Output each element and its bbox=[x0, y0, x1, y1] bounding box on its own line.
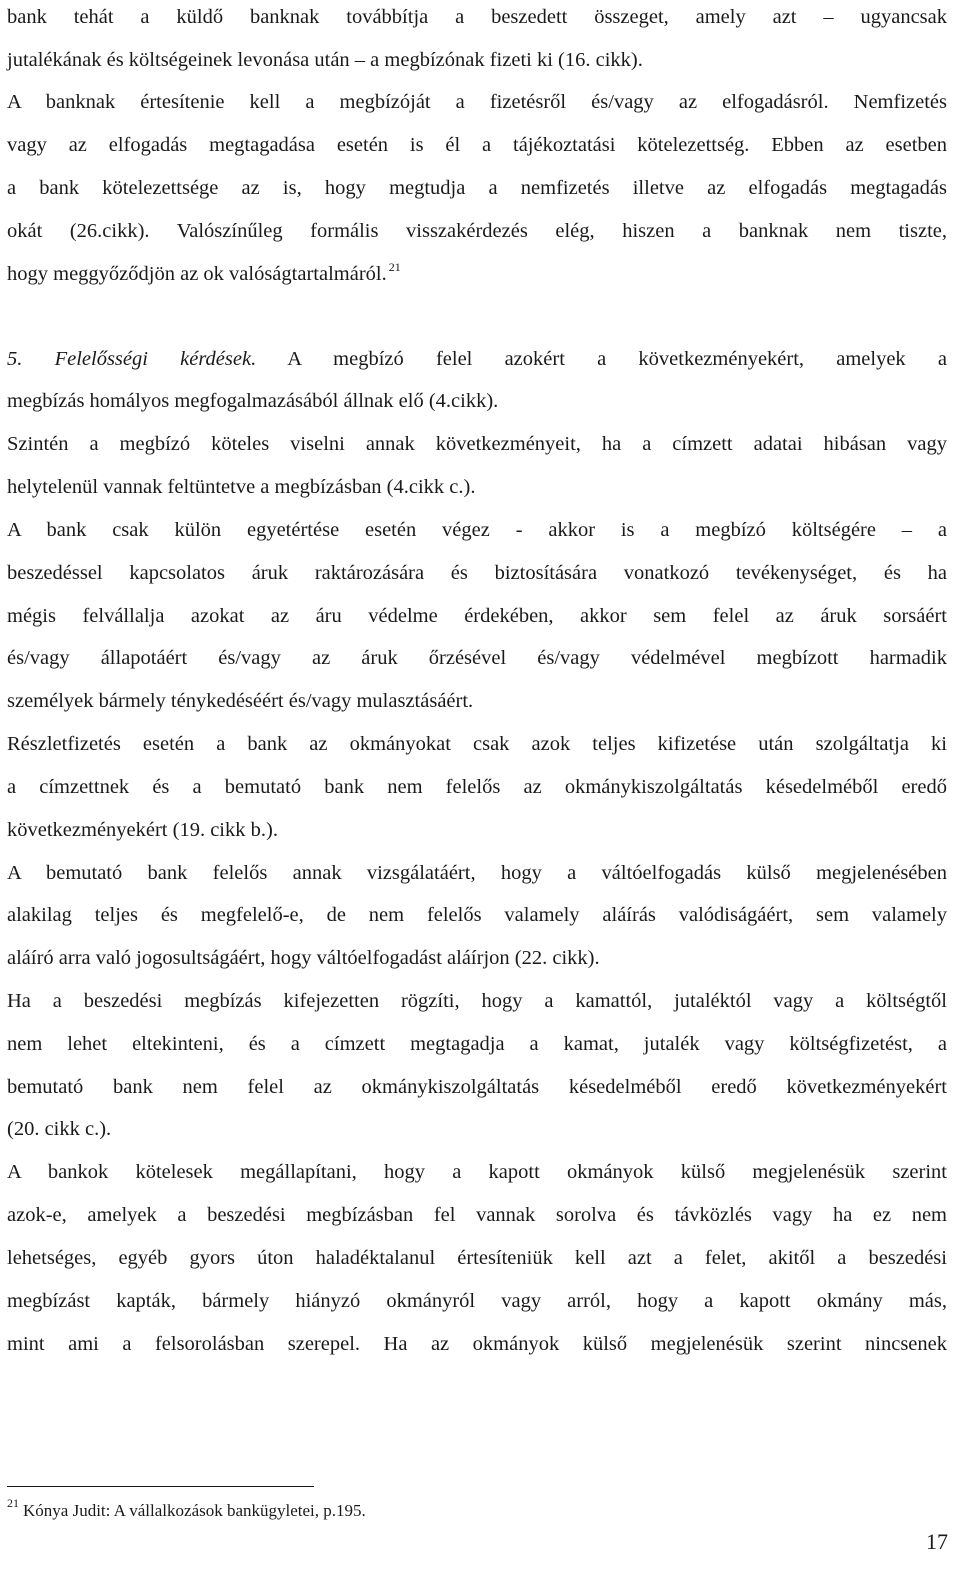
section-heading: 5. Felelősségi kérdések. bbox=[7, 348, 257, 370]
text-line: Ha a beszedési megbízás kifejezetten rögzíti, hogy a kamattól, jutaléktól vagy a költségtől bbox=[7, 990, 947, 1012]
text-line: mégis felvállalja azokat az áru védelme érdekében, akkor sem felel az áruk sorsáért bbox=[7, 605, 947, 627]
text-line: lehetséges, egyéb gyors úton haladéktalanul értesíteniük kell azt a felet, akitől a beszedési bbox=[7, 1247, 947, 1269]
text-line bbox=[7, 261, 947, 289]
footnote-separator bbox=[7, 1486, 314, 1487]
text-line: következményekért (19. cikk b.). bbox=[7, 819, 278, 841]
footnote-number: 21 bbox=[7, 1496, 19, 1510]
page-number: 17 bbox=[926, 1529, 948, 1554]
text-line: azok-e, amelyek a beszedési megbízásban fel vannak sorolva és távközlés vagy ha ez nem bbox=[7, 1204, 947, 1226]
text-line: nem lehet eltekinteni, és a címzett megtagadja a kamat, jutalék vagy költségfizetést, a bbox=[7, 1033, 947, 1055]
text-line: beszedéssel kapcsolatos áruk raktározására és biztosítására vonatkozó tevékenységet, és ha bbox=[7, 562, 947, 584]
text-line: helytelenül vannak feltüntetve a megbízásban (4.cikk c.). bbox=[7, 476, 476, 498]
text-line: Részletfizetés esetén a bank az okmányokat csak azok teljes kifizetése után szolgáltatja ki bbox=[7, 733, 947, 755]
text-line-content: hogy meggyőződjön az ok valóságtartalmáról. bbox=[7, 263, 387, 285]
text-line: A banknak értesítenie kell a megbízóját a fizetésről és/vagy az elfogadásról. Nemfizetés bbox=[7, 91, 947, 113]
text-line: a bank kötelezettsége az is, hogy megtudja a nemfizetés illetve az elfogadás megtagadás bbox=[7, 177, 947, 199]
text-line: Szintén a megbízó köteles viselni annak következményeit, ha a címzett adatai hibásan vagy bbox=[7, 433, 947, 455]
text-line: és/vagy állapotáért és/vagy az áruk őrzésével és/vagy védelmével megbízott harmadik bbox=[7, 647, 947, 669]
text-line: bank tehát a küldő banknak továbbítja a beszedett összeget, amely azt – ugyancsak bbox=[7, 6, 947, 28]
footnote-reference: 21 bbox=[388, 260, 401, 274]
text-line: A bank csak külön egyetértése esetén végez - akkor is a megbízó költségére – a bbox=[7, 519, 947, 541]
text-line: okát (26.cikk). Valószínűleg formális visszakérdezés elég, hiszen a banknak nem tiszte, bbox=[7, 220, 947, 242]
text-line: megbízás homályos megfogalmazásából állnak elő (4.cikk). bbox=[7, 390, 499, 412]
text-line: bemutató bank nem felel az okmánykiszolgáltatás késedelméből eredő következményekért bbox=[7, 1076, 947, 1098]
text-line: jutalékának és költségeinek levonása után – a megbízónak fizeti ki (16. cikk). bbox=[7, 49, 643, 71]
text-line: mint ami a felsorolásban szerepel. Ha az okmányok külső megjelenésük szerint nincsenek bbox=[7, 1333, 947, 1355]
text-line: megbízást kapták, bármely hiányzó okmányról vagy arról, hogy a kapott okmány más, bbox=[7, 1290, 947, 1312]
text-line: vagy az elfogadás megtagadása esetén is él a tájékoztatási kötelezettség. Ebben az esetben bbox=[7, 134, 947, 156]
footnote bbox=[7, 1498, 947, 1525]
section-heading-rest: A megbízó felel azokért a következményekért, amelyek a bbox=[256, 348, 947, 370]
text-line: aláíró arra való jogosultságáért, hogy váltóelfogadást aláírjon (22. cikk). bbox=[7, 947, 600, 969]
text-line: a címzettnek és a bemutató bank nem felelős az okmánykiszolgáltatás késedelméből eredő bbox=[7, 776, 947, 798]
text-line: A bankok kötelesek megállapítani, hogy a kapott okmányok külső megjelenésük szerint bbox=[7, 1161, 947, 1183]
text-line: személyek bármely ténykedéséért és/vagy mulasztásáért. bbox=[7, 690, 474, 712]
text-line: alakilag teljes és megfelelő-e, de nem felelős valamely aláírás valódiságáért, sem valamely bbox=[7, 904, 947, 926]
section-first-line bbox=[7, 346, 947, 372]
text-line: (20. cikk c.). bbox=[7, 1118, 112, 1140]
footnote-text: Kónya Judit: A vállalkozások bankügyletei, p.195. bbox=[23, 1501, 366, 1520]
text-line: A bemutató bank felelős annak vizsgálatáért, hogy a váltóelfogadás külső megjelenésében bbox=[7, 862, 947, 884]
